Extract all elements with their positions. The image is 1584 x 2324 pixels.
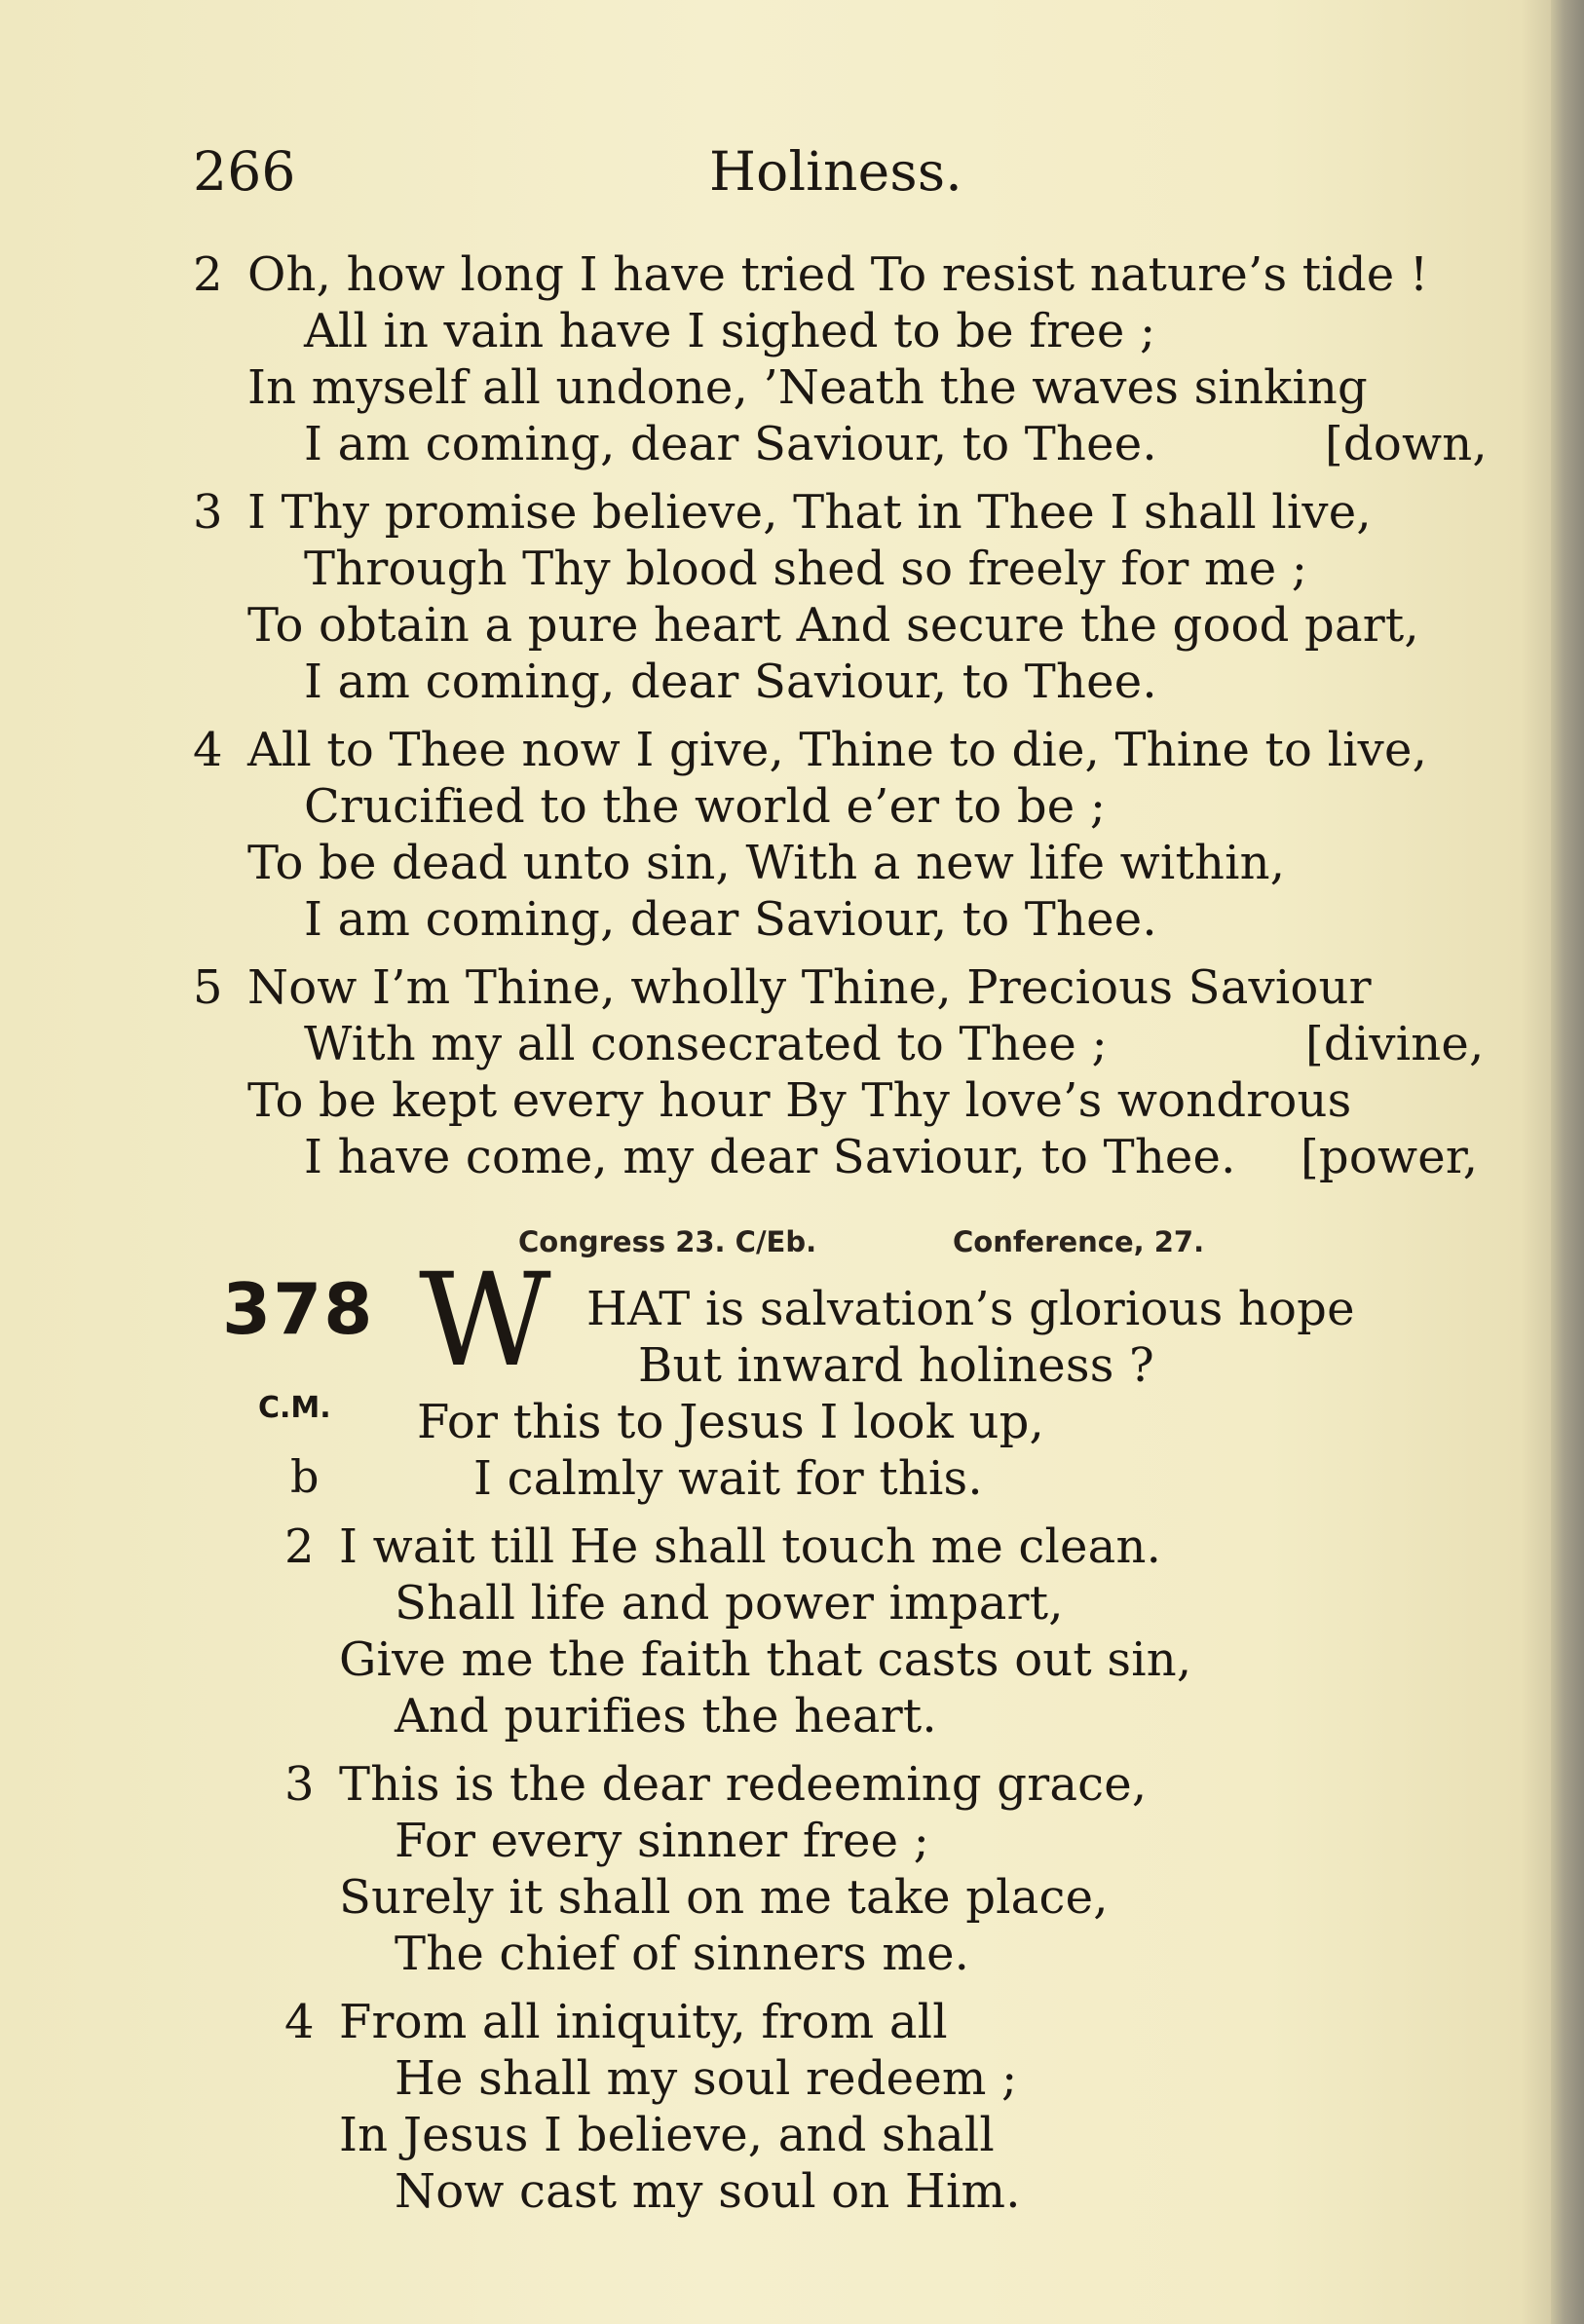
verse-number: 2 <box>284 1519 315 1574</box>
hymn-meter: C.M. <box>258 1391 331 1425</box>
verse-number: 4 <box>193 723 223 777</box>
verse-line: To obtain a pure heart And secure the good part, <box>247 598 1419 653</box>
verse-number: 4 <box>284 1995 315 2049</box>
verse-line: To be dead unto sin, With a new life within, <box>247 836 1286 890</box>
tune-reference-right: Conference, 27. <box>953 1225 1205 1258</box>
hymn-key: b <box>290 1450 320 1503</box>
verse-line: All in vain have I sighed to be free ; <box>304 304 1156 358</box>
carry-over-word: [divine, <box>1305 1017 1485 1071</box>
verse-line: I am coming, dear Saviour, to Thee. <box>304 892 1157 947</box>
page-title: Holiness. <box>709 140 962 203</box>
drop-cap-letter: W <box>419 1246 546 1396</box>
verse-line: And purifies the heart. <box>395 1689 937 1743</box>
verse-line: I calmly wait for this. <box>473 1451 983 1506</box>
verse-line: Surely it shall on me take place, <box>339 1870 1109 1925</box>
verse-line: 2 Oh, how long I have tried To resist nature’s tide ! <box>193 247 1429 302</box>
verse-line: For this to Jesus I look up, <box>417 1395 1044 1449</box>
verse-line: The chief of sinners me. <box>395 1927 970 1981</box>
verse-line: 3 This is the dear redeeming grace, <box>284 1757 1148 1812</box>
hymn-number: 378 <box>222 1268 375 1350</box>
carry-over-word: [power, <box>1301 1130 1479 1184</box>
verse-line: 5 Now I’m Thine, wholly Thine, Precious Saviour <box>193 960 1372 1015</box>
carry-over-word: [down, <box>1325 417 1488 471</box>
verse-number: 2 <box>193 247 223 302</box>
verse-line: I am coming, dear Saviour, to Thee. <box>304 417 1157 471</box>
verse-line: Crucified to the world e’er to be ; <box>304 779 1107 834</box>
tune-reference-left: Congress 23. C/Eb. <box>518 1225 817 1258</box>
verse-line: 4 All to Thee now I give, Thine to die, Thine to live, <box>193 723 1428 777</box>
verse-line: Give me the faith that casts out sin, <box>339 1632 1192 1687</box>
verse-line: 3 I Thy promise believe, That in Thee I shall live, <box>193 485 1372 540</box>
verse-line: To be kept every hour By Thy love’s wondrous <box>247 1073 1352 1128</box>
verse-line: 4 From all iniquity, from all <box>284 1995 948 2049</box>
verse-line: In myself all undone, ’Neath the waves sinking <box>247 360 1368 415</box>
verse-line: He shall my soul redeem ; <box>395 2051 1018 2106</box>
verse-line: 2 I wait till He shall touch me clean. <box>284 1519 1162 1574</box>
verse-line: HAT is salvation’s glorious hope <box>586 1282 1355 1336</box>
verse-line: I am coming, dear Saviour, to Thee. <box>304 655 1157 709</box>
verse-number: 5 <box>193 960 223 1015</box>
verse-number: 3 <box>193 485 223 540</box>
verse-line: But inward holiness ? <box>638 1338 1154 1393</box>
verse-line: Shall life and power impart, <box>395 1576 1064 1631</box>
verse-line: In Jesus I believe, and shall <box>339 2108 995 2162</box>
verse-line: With my all consecrated to Thee ; <box>304 1017 1108 1071</box>
page-number: 266 <box>193 140 296 203</box>
verse-line: Through Thy blood shed so freely for me ; <box>304 542 1308 596</box>
book-spine-shadow <box>1551 0 1584 2324</box>
verse-line: I have come, my dear Saviour, to Thee. <box>304 1130 1236 1184</box>
verse-line: For every sinner free ; <box>395 1814 930 1868</box>
verse-line: Now cast my soul on Him. <box>395 2164 1021 2219</box>
verse-number: 3 <box>284 1757 315 1812</box>
